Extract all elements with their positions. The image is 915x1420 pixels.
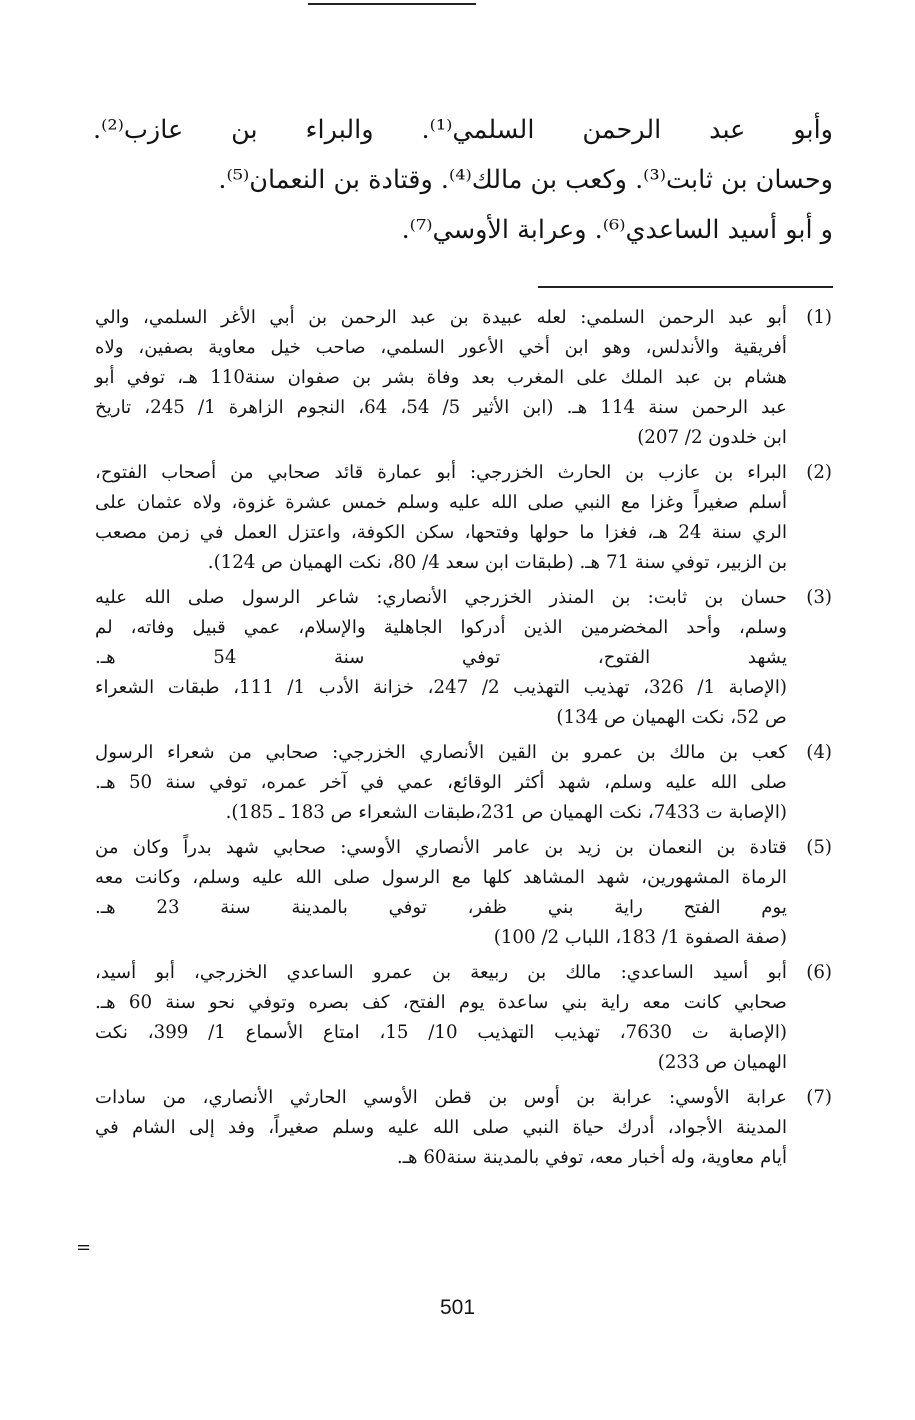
footnote-line: قتادة بن النعمان بن زيد بن عامر الأنصاري الأوسي: صحابي شهد بدراً وكان من bbox=[95, 837, 787, 858]
footnote bbox=[95, 1083, 832, 1173]
footnote-line: (الإصابة ت 7433، نكت الهميان ص 231،طبقات الشعراء ص 183 ـ 185). bbox=[225, 802, 787, 823]
footnote-line: المدينة الأجواد، أدرك حياة النبي صلى الله عليه وسلم صغيراً، وفد إلى الشام في bbox=[95, 1117, 787, 1138]
footnote-line: بن الزبير، توفي سنة 71 هـ. (طبقات ابن سعد 4/ 80، نكت الهميان ص 124). bbox=[207, 552, 787, 573]
main-line: و أبو أسيد الساعدي⁽⁶⁾. وعرابة الأوسي⁽⁷⁾. bbox=[401, 215, 833, 245]
footnote-line: هشام بن عبد الملك على المغرب بعد وفاة بشر بن صفوان سنة110 هـ، توفي أبو bbox=[95, 367, 787, 388]
footnote bbox=[95, 738, 832, 828]
footnote-line: الري سنة 24 هـ، فغزا ما حولها وفتحها، سكن الكوفة، واعتزل العمل في زمن مصعب bbox=[95, 522, 788, 543]
footnote-line: أبو عبد الرحمن السلمي: لعله عبيدة بن عبد الرحمن بن أبي الأغر السلمي، والي bbox=[95, 307, 787, 328]
footnote-line: يشهد الفتوح، توفي سنة 54 هـ. bbox=[95, 647, 788, 668]
footnote-number: (2) bbox=[806, 462, 832, 483]
footnote-line: يوم الفتح راية بني ظفر، توفي بالمدينة سنة 23 هـ. bbox=[95, 897, 787, 918]
footnote bbox=[95, 958, 832, 1078]
main-text bbox=[93, 105, 833, 255]
footnote-line: أبو أسيد الساعدي: مالك بن ربيعة بن عمرو الساعدي الخزرجي، أبو أسيد، bbox=[95, 962, 787, 983]
footnote-line: البراء بن عازب بن الحارث الخزرجي: أبو عمارة قائد صحابي من أصحاب الفتوح، bbox=[95, 462, 787, 483]
top-rule bbox=[308, 3, 476, 5]
main-line: وأبو عبد الرحمن السلمي⁽¹⁾. والبراء بن عازب⁽²⁾. bbox=[93, 115, 833, 145]
footnote-line: عرابة الأوسي: عرابة بن أوس بن قطن الأوسي الحارثي الأنصاري، من سادات bbox=[95, 1087, 787, 1108]
footnote-line: الرماة المشهورين، شهد المشاهد كلها مع الرسول صلى الله عليه وسلم، وكانت معه bbox=[95, 867, 787, 888]
footnote-number: (3) bbox=[806, 587, 832, 608]
footnote-number: (5) bbox=[806, 837, 832, 858]
footnote-line: صلى الله عليه وسلم، شهد أكثر الوقائع، عمي في آخر عمره، توفي سنة 50 هـ. bbox=[95, 772, 787, 793]
footnote-line: وسلم، وأحد المخضرمين الذين أدركوا الجاهلية والإسلام، عمي قبيل وفاته، لم bbox=[95, 617, 787, 638]
page-number: 501 bbox=[439, 1296, 476, 1319]
footnote-separator bbox=[538, 286, 833, 288]
footnote bbox=[95, 583, 832, 733]
footnote-line: أفريقية والأندلس، وهو ابن أخي الأعور السلمي، صاحب خيل معاوية بصفين، ولاه bbox=[95, 337, 787, 358]
footnote-line: (الإصابة 1/ 326، تهذيب التهذيب 2/ 247، خزانة الأدب 1/ 111، طبقات الشعراء bbox=[95, 677, 787, 698]
footnote-number: (1) bbox=[806, 307, 832, 328]
footnote-line: ابن خلدون 2/ 207) bbox=[637, 427, 787, 448]
footnote bbox=[95, 458, 832, 578]
footnote-number: (6) bbox=[806, 962, 832, 983]
footnote bbox=[95, 303, 832, 453]
footnote-line: الهميان ص 233) bbox=[657, 1052, 787, 1073]
footnote-line: أيام معاوية، وله أخبار معه، توفي بالمدينة سنة60 هـ. bbox=[396, 1147, 787, 1168]
continuation-mark: = bbox=[76, 1237, 92, 1258]
footnote-number: (7) bbox=[806, 1087, 832, 1108]
footnote-line: حسان بن ثابت: بن المنذر الخزرجي الأنصاري: شاعر الرسول صلى الله عليه bbox=[95, 587, 787, 608]
footnote-line: صحابي كانت معه راية بني ساعدة يوم الفتح، كف بصره وتوفي نحو سنة 60 هـ. bbox=[95, 992, 788, 1013]
footnote-line: عبد الرحمن سنة 114 هـ. (ابن الأثير 5/ 54، 64، النجوم الزاهرة 1/ 245، تاريخ bbox=[95, 397, 787, 418]
footnote-line: (صفة الصفوة 1/ 183، اللباب 2/ 100) bbox=[493, 927, 787, 948]
footnote-line: كعب بن مالك بن عمرو بن القين الأنصاري الخزرجي: صحابي من شعراء الرسول bbox=[95, 742, 787, 763]
footnotes bbox=[95, 303, 832, 1178]
main-line: وحسان بن ثابت⁽³⁾. وكعب بن مالك⁽⁴⁾. وقتادة بن النعمان⁽⁵⁾. bbox=[218, 165, 833, 195]
footnote-line: أسلم صغيراً وغزا مع النبي صلى الله عليه وسلم خمس عشرة غزوة، ولاه عثمان على bbox=[95, 492, 787, 513]
footnote-line: ص 52، نكت الهميان ص 134) bbox=[556, 707, 787, 728]
footnote bbox=[95, 833, 832, 953]
footnote-line: (الإصابة ت 7630، تهذيب التهذيب 10/ 15، امتاع الأسماع 1/ 399، نكت bbox=[95, 1022, 787, 1043]
footnote-number: (4) bbox=[806, 742, 832, 763]
